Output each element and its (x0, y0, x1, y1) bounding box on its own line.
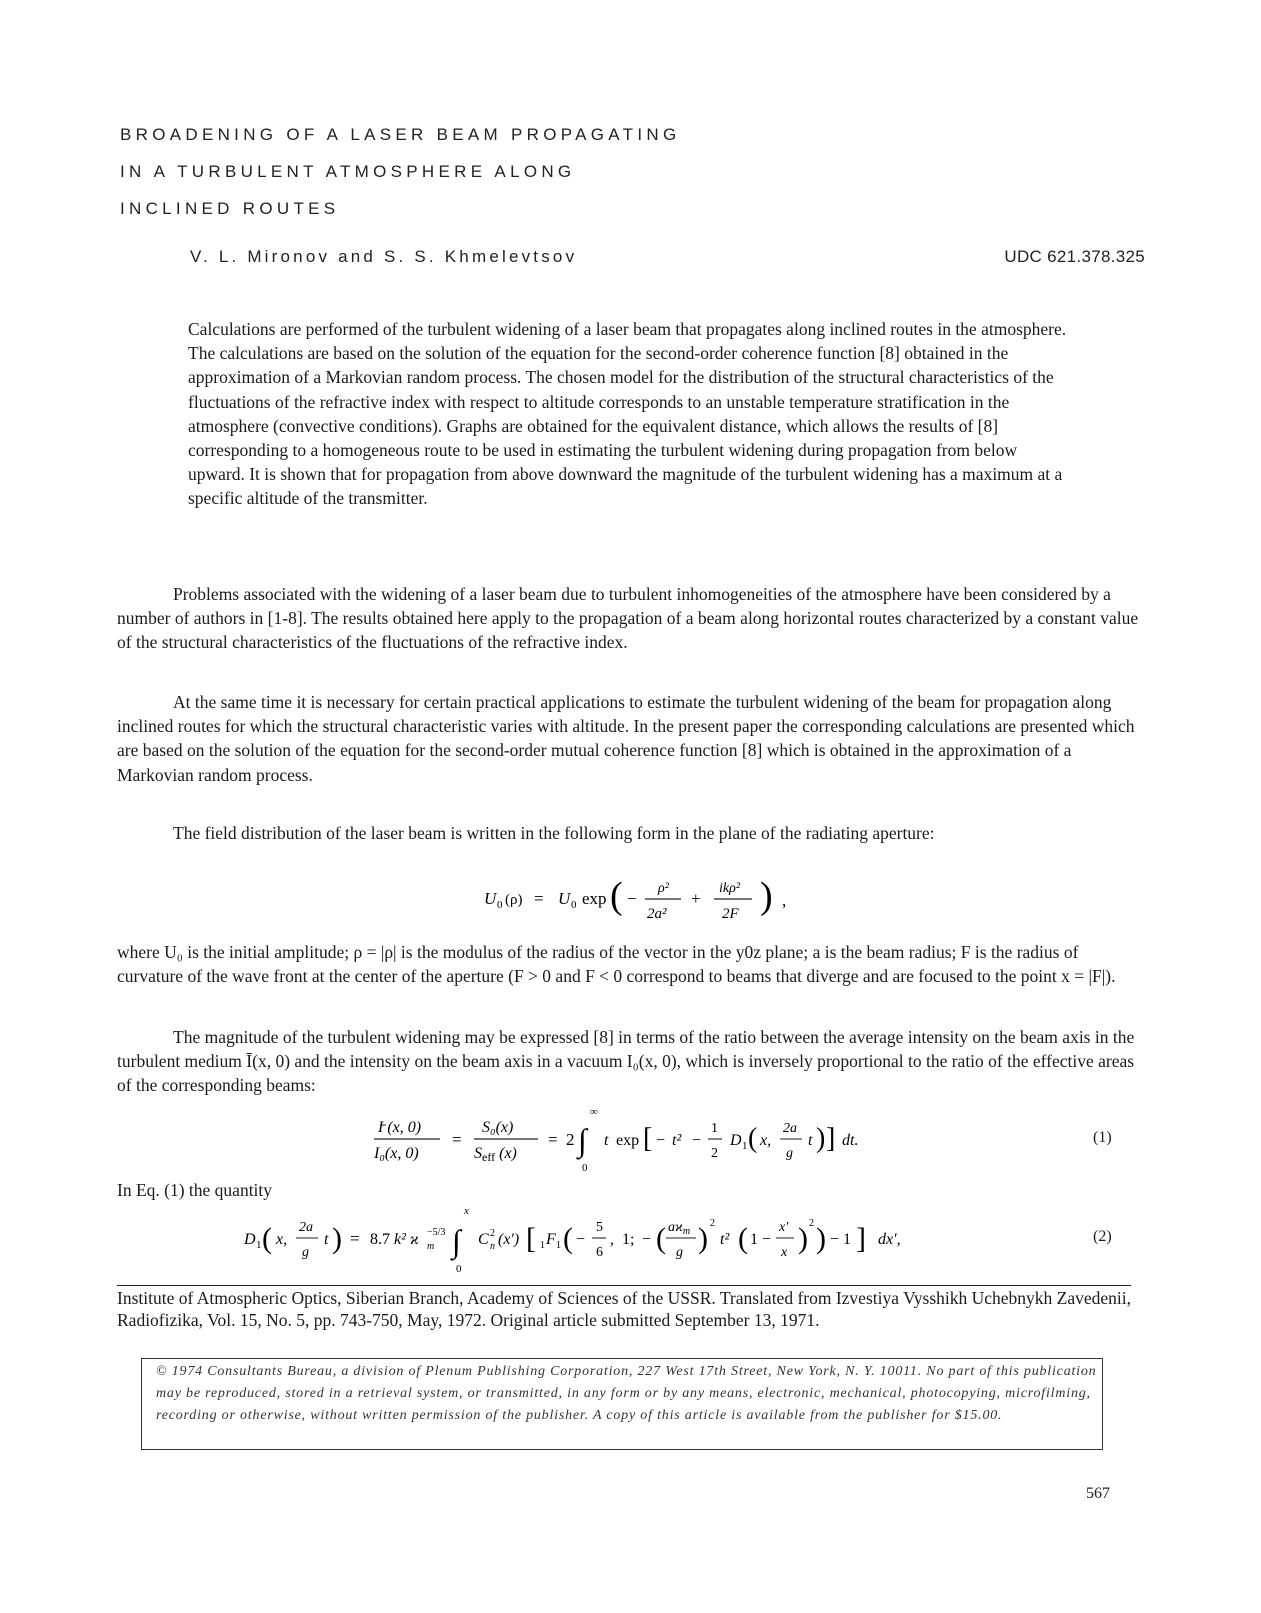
svg-text:U: U (484, 889, 497, 908)
title-line-1: BROADENING OF A LASER BEAM PROPAGATING (120, 125, 681, 144)
svg-text:−: − (576, 1231, 586, 1248)
equation-1-graphic (360, 1103, 900, 1175)
svg-text:): ) (816, 1222, 826, 1255)
svg-text:,: , (782, 891, 787, 910)
svg-text:2a: 2a (783, 1121, 797, 1136)
svg-text:2: 2 (711, 1146, 718, 1161)
svg-text:=: = (452, 1130, 462, 1149)
svg-text:(: ( (656, 1222, 666, 1255)
svg-text:dx′,: dx′, (878, 1231, 901, 1248)
svg-text:(x′): (x′) (498, 1231, 520, 1248)
svg-text:m: m (427, 1241, 435, 1252)
equation-2-number: (2) (1093, 1228, 1112, 1245)
svg-text:[: [ (526, 1222, 536, 1255)
svg-text:1;: 1; (622, 1231, 635, 1248)
paragraph-4: where U₀ is the initial amplitude; ρ = |ρ| is the modulus of the radius of the vector in the y0z plane; a is the beam radius; F is the radius of curvature of the wave front at the center of the aperture (F > 0 and F < 0 correspond to beams that diverge and are focused to the point x = |F|). (117, 942, 1116, 987)
svg-text:(: ( (738, 1222, 748, 1255)
svg-text:+: + (691, 889, 701, 908)
svg-text:ρ²: ρ² (658, 881, 669, 896)
svg-text:Seff (x): Seff (x) (474, 1145, 517, 1164)
authors: V. L. Mironov and S. S. Khmelevtsov (190, 247, 578, 266)
svg-text:n: n (490, 1241, 495, 1252)
svg-text:exp: exp (616, 1132, 640, 1149)
equation-2 (238, 1204, 998, 1280)
svg-text:1: 1 (556, 1240, 561, 1251)
svg-text:]: ] (856, 1222, 866, 1255)
title-line-3: INCLINED ROUTES (120, 199, 340, 218)
svg-text:g: g (676, 1245, 683, 1260)
svg-text:(: ( (563, 1222, 573, 1255)
svg-text:(: ( (748, 1123, 758, 1154)
svg-text:0: 0 (456, 1263, 462, 1275)
svg-text:D: D (730, 1132, 742, 1149)
svg-text:aϰm: $aϰ_m$ (668, 1220, 691, 1237)
equation-1 (360, 1103, 900, 1175)
svg-text:∞: ∞ (590, 1106, 598, 1118)
svg-text:g: g (786, 1146, 793, 1161)
paragraph-6: In Eq. (1) the quantity (117, 1180, 273, 1200)
copyright-box (141, 1358, 1103, 1450)
svg-text:I (x, 0): I (x, 0) (378, 1119, 422, 1136)
svg-text:−: − (642, 1231, 652, 1248)
copyright-text: © 1974 Consultants Bureau, a division of Plenum Publishing Corporation, 227 West 17th Street, New York, N. Y. 10011. No part of this publication may be reproduced, stored in a retrieval system, or transmitted, in any form or by any means, electronic, mechanical, photocopying, microfilming, recording or otherwise, without written permission of the publisher. A copy of this article is available from the publisher for $15.00. (156, 1364, 1097, 1423)
svg-text:0: 0 (582, 1162, 588, 1174)
svg-text:−5/3: −5/3 (427, 1227, 446, 1238)
equation-2-graphic (238, 1204, 998, 1280)
svg-text:2a: 2a (299, 1220, 313, 1235)
svg-text:,: , (610, 1231, 614, 1248)
page-number: 567 (1086, 1485, 1110, 1502)
svg-text:−: − (656, 1132, 666, 1149)
svg-text:): ) (798, 1222, 808, 1255)
svg-text:2: 2 (490, 1228, 495, 1239)
svg-text:x: x (464, 1205, 469, 1217)
svg-text:=: = (350, 1229, 360, 1248)
svg-text:t²: t² (672, 1132, 682, 1149)
svg-text:2F: 2F (722, 906, 739, 922)
svg-text:t: t (808, 1132, 813, 1149)
svg-text:exp: exp (582, 889, 607, 908)
svg-text:x,: x, (760, 1132, 772, 1149)
svg-text:5: 5 (596, 1220, 603, 1235)
svg-text:− 1: − 1 (830, 1231, 852, 1248)
svg-text:6: 6 (596, 1245, 603, 1260)
svg-text:(: ( (262, 1222, 272, 1255)
svg-text:S₀(x): S₀(x) (482, 1119, 514, 1136)
paragraph-3: The field distribution of the laser beam is written in the following form in the plane of the radiating aperture: (173, 823, 935, 843)
svg-text:C: C (478, 1231, 489, 1248)
svg-text:2: 2 (809, 1218, 814, 1229)
svg-text:dt.: dt. (842, 1132, 859, 1149)
equation-field-distribution (470, 866, 800, 930)
affiliation-footnote: Institute of Atmospheric Optics, Siberian Branch, Academy of Sciences of the USSR. Translated from Izvestiya Vysshikh Uchebnykh Zavedenii, Radiofizika, Vol. 15, No. 5, pp. 743-750, May, 1972. Original article submitted September 13, 1971. (117, 1288, 1132, 1330)
svg-text:): ) (816, 1123, 826, 1154)
svg-text:0: 0 (497, 899, 503, 911)
abstract: Calculations are performed of the turbulent widening of a laser beam that propagates along inclined routes in the atmosphere. The calculations are based on the solution of the equation for the second-order coherence function [8] obtained in the approximation of a Markovian random process. The chosen model for the distribution of the structural characteristics of the fluctuations of the refractive index with respect to altitude corresponds to an unstable temperature stratification in the atmosphere (convective conditions). Graphs are obtained for the equivalent distance, which allows the results of [8] corresponding to a homogeneous route to be used in estimating the turbulent widening during propagation from below upward. It is shown that for propagation from above downward the magnitude of the turbulent widening has a maximum at a specific altitude of the transmitter. (188, 319, 1067, 509)
svg-text:x′: x′ (779, 1220, 789, 1235)
svg-text:(: ( (610, 875, 623, 917)
title-line-2: IN A TURBULENT ATMOSPHERE ALONG (120, 162, 576, 181)
svg-text:[: [ (643, 1123, 653, 1154)
svg-text:−: − (627, 889, 637, 908)
svg-text:x: x (781, 1245, 788, 1260)
svg-text:∫: ∫ (452, 1223, 461, 1259)
svg-text:]: ] (826, 1123, 836, 1154)
svg-text:1: 1 (711, 1121, 718, 1136)
svg-text:U: U (558, 889, 571, 908)
svg-text:=: = (548, 1130, 558, 1149)
svg-text:t: t (604, 1132, 609, 1149)
svg-text:1: 1 (742, 1140, 748, 1152)
svg-text:k² ϰ: k² ϰ (394, 1231, 419, 1248)
udc-code: UDC 621.378.325 (1004, 247, 1145, 266)
svg-text:(ρ): (ρ) (505, 892, 523, 908)
svg-text:): ) (760, 875, 773, 917)
svg-text:): ) (698, 1222, 708, 1255)
svg-text:ikρ²: ikρ² (719, 881, 741, 896)
svg-text:8.7: 8.7 (370, 1231, 390, 1248)
svg-text:0: 0 (571, 899, 577, 911)
svg-text:−: − (692, 1132, 702, 1149)
svg-text:D: D (244, 1231, 256, 1248)
svg-text:): ) (332, 1222, 342, 1255)
paragraph-1: Problems associated with the widening of a laser beam due to turbulent inhomogeneities of the atmosphere have been considered by a number of authors in [1-8]. The results obtained here apply to the propagation of a beam along horizontal routes characterized by a constant value of the structural characteristics of the fluctuations of the refractive index. (117, 584, 1139, 653)
equation-field-distribution-graphic (470, 866, 800, 930)
svg-text:∫: ∫ (578, 1122, 587, 1158)
equation-1-number: (1) (1093, 1129, 1112, 1146)
svg-text:2: 2 (710, 1218, 715, 1229)
svg-text:I₀(x, 0): I₀(x, 0) (374, 1145, 419, 1162)
svg-text:x,: x, (276, 1231, 288, 1248)
paragraph-5: The magnitude of the turbulent widening may be expressed [8] in terms of the ratio between the average intensity on the beam axis in the turbulent medium Ī(x, 0) and the intensity on the beam axis in a vacuum I₀(x, 0), which is inversely proportional to the ratio of the effective areas of the corresponding beams: (117, 1027, 1135, 1096)
svg-text:=: = (534, 889, 544, 908)
svg-text:t²: t² (720, 1231, 730, 1248)
svg-text:F: F (546, 1231, 556, 1248)
footnote-divider (117, 1285, 1131, 1286)
svg-text:2a²: 2a² (647, 906, 667, 922)
svg-text:1: 1 (256, 1239, 262, 1251)
svg-text:g: g (302, 1245, 309, 1260)
svg-text:2: 2 (566, 1130, 575, 1149)
svg-text:1 −: 1 − (750, 1231, 772, 1248)
paragraph-2: At the same time it is necessary for certain practical applications to estimate the turbulent widening of the beam for propagation along inclined routes for which the structural characteristic varies with altitude. In the present paper the corresponding calculations are presented which are based on the solution of the equation for the second-order mutual coherence function [8] which is obtained in the approximation of a Markovian random process. (117, 692, 1135, 785)
svg-text:1: 1 (540, 1240, 545, 1251)
svg-text:t: t (324, 1231, 329, 1248)
